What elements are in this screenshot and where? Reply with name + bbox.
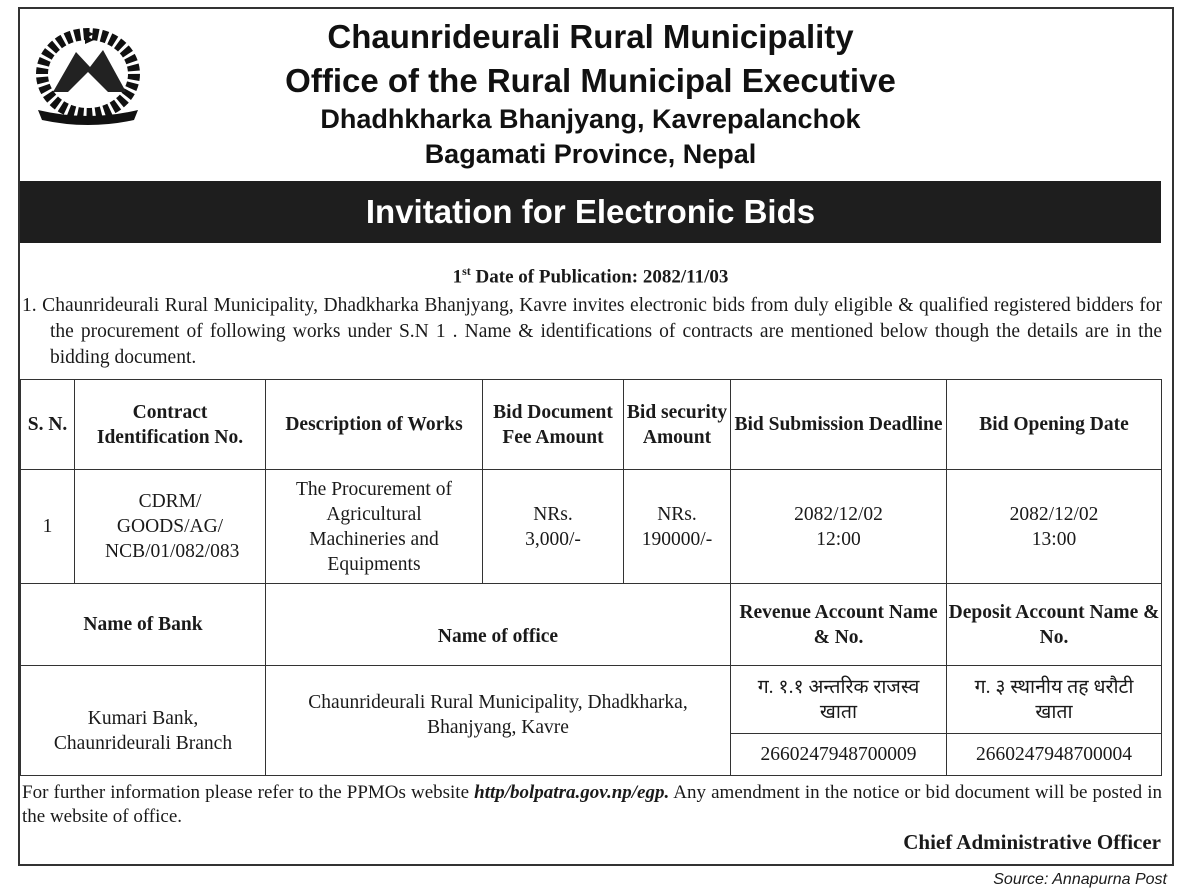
- cell-deadline: 2082/12/02 12:00: [731, 470, 947, 584]
- header-opening: Bid Opening Date: [947, 380, 1162, 470]
- cell-sn: 1: [21, 470, 75, 584]
- header-bank: Name of Bank: [21, 584, 266, 666]
- cell-bank: Kumari Bank, Chaunrideurali Branch: [21, 666, 266, 776]
- intro-paragraph: 1. Chaunrideurali Rural Municipality, Dhadkharka Bhanjyang, Kavre invites electronic bids from duly eligible & qualified registered bidders for the procurement of following works under S.N 1 . Name & identifications of contracts are mentioned below though the details are in the bidding document.: [22, 295, 1162, 368]
- province-line: Bagamati Province, Nepal: [424, 139, 757, 169]
- header-deadline: Bid Submission Deadline: [731, 380, 947, 470]
- address-line: Dhadhkharka Bhanjyang, Kavrepalanchok: [320, 104, 861, 134]
- header-sn: S. N.: [21, 380, 75, 470]
- cell-revenue-no: 2660247948700009: [731, 734, 947, 776]
- ppmo-link[interactable]: http/bolpatra.gov.np/egp.: [474, 782, 670, 803]
- bank-header-row: [21, 584, 1162, 666]
- cell-deposit-no: 2660247948700004: [947, 734, 1162, 776]
- table-header-row: [21, 380, 1162, 470]
- cell-opening: 2082/12/02 13:00: [947, 470, 1162, 584]
- cell-office: Chaunrideurali Rural Municipality, Dhadkharka, Bhanjyang, Kavre: [266, 666, 731, 776]
- header-fee: Bid Document Fee Amount: [483, 380, 624, 470]
- header-office: Name of office: [266, 584, 731, 666]
- source-credit: Source: Annapurna Post: [993, 871, 1167, 888]
- cell-description: The Procurement of Agricultural Machineries and Equipments: [266, 470, 483, 584]
- table-row: [21, 470, 1162, 584]
- header-security: Bid security Amount: [624, 380, 731, 470]
- publication-date: 1st Date of Publication: 2082/11/03: [452, 264, 729, 288]
- signature: Chief Administrative Officer: [903, 830, 1161, 854]
- bids-table: [20, 379, 1162, 776]
- header-deposit: Deposit Account Name & No.: [947, 584, 1162, 666]
- cell-revenue-name: ग. १.१ अन्तरिक राजस्व खाता: [731, 666, 947, 734]
- cell-deposit-name: ग. ३ स्थानीय तह धरौटी खाता: [947, 666, 1162, 734]
- header-revenue: Revenue Account Name & No.: [731, 584, 947, 666]
- header-description: Description of Works: [266, 380, 483, 470]
- bank-row: [21, 666, 1162, 734]
- office-title: Office of the Rural Municipal Executive: [285, 62, 896, 99]
- footer-note: For further information please refer to the PPMOs website http/bolpatra.gov.np/egp. Any amendment in the notice or bid document will be posted in the website of office.: [22, 782, 1162, 827]
- cell-security: NRs. 190000/-: [624, 470, 731, 584]
- header-contract: Contract Identification No.: [75, 380, 266, 470]
- cell-fee: NRs. 3,000/-: [483, 470, 624, 584]
- cell-contract: CDRM/ GOODS/AG/ NCB/01/082/083: [75, 470, 266, 584]
- municipality-title: Chaunrideurali Rural Municipality: [327, 18, 854, 55]
- notice-banner: Invitation for Electronic Bids: [20, 181, 1161, 243]
